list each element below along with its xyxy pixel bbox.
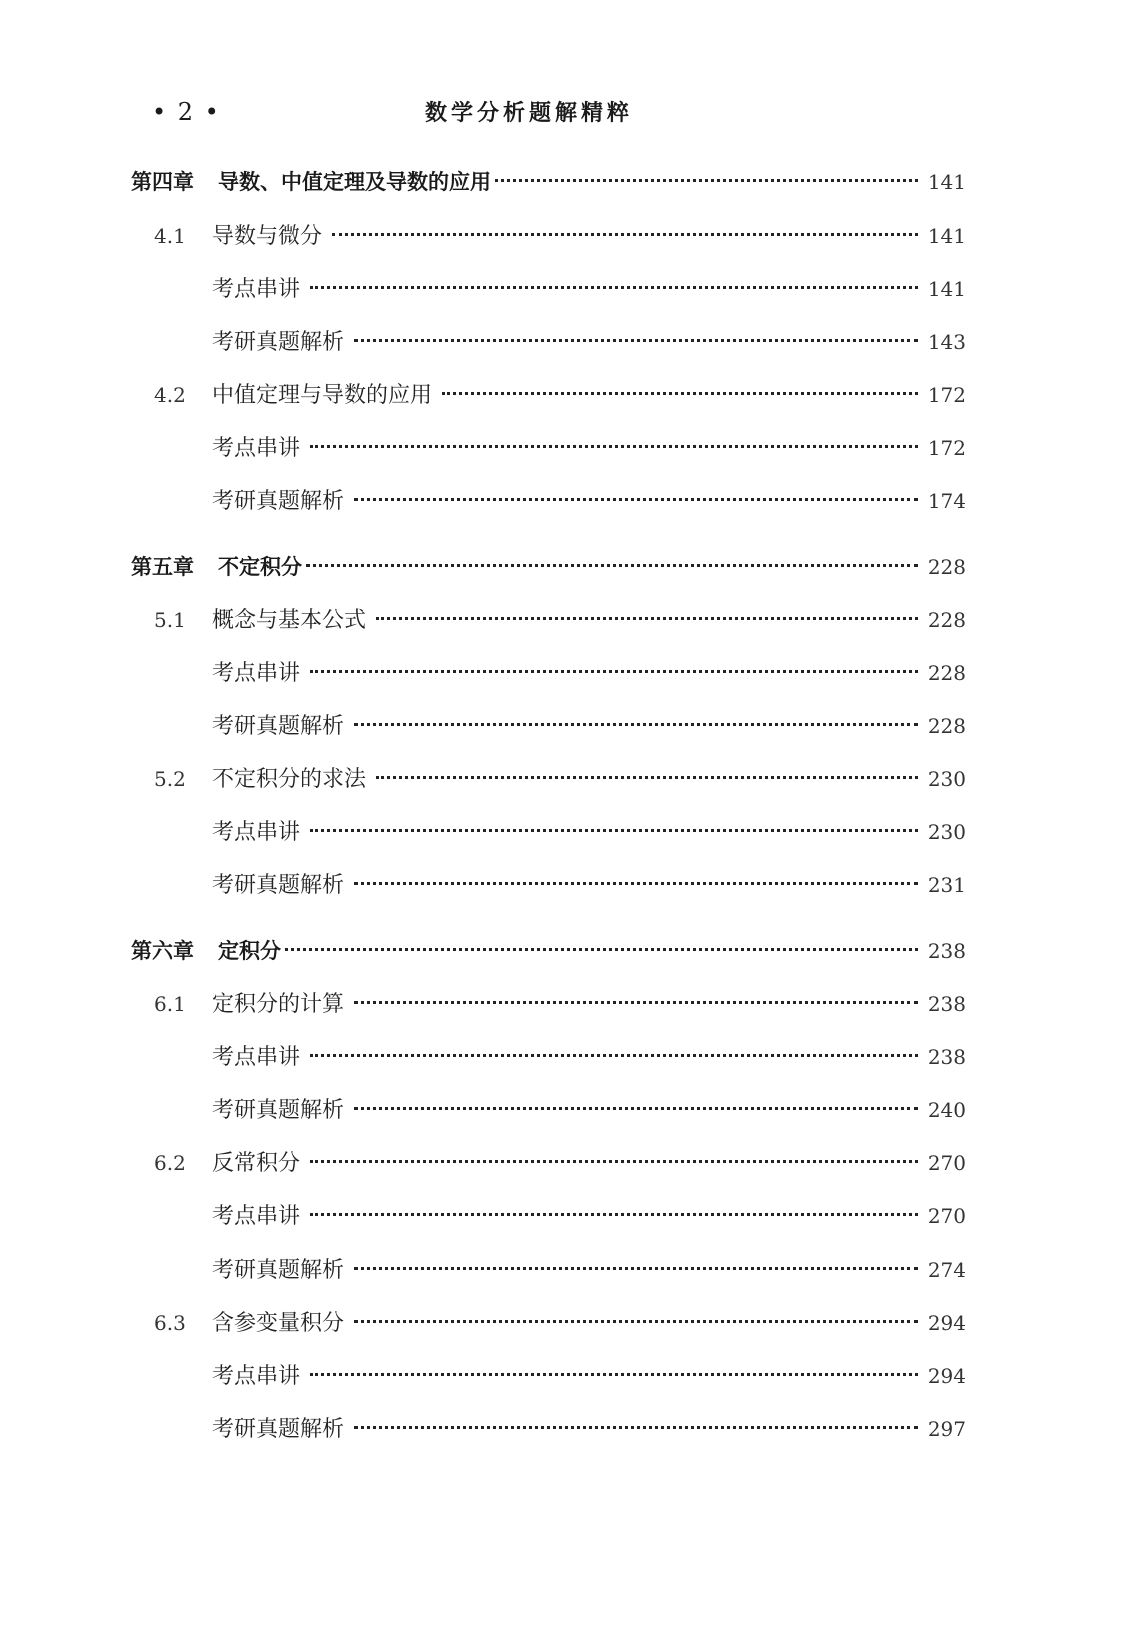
subsection-title: 考研真题解析: [212, 1417, 345, 1442]
dot-leader: [495, 179, 918, 182]
dot-leader: [354, 1267, 918, 1270]
dot-leader: [310, 829, 918, 832]
toc-subsection[interactable]: [212, 1200, 966, 1232]
dot-leader: [306, 564, 918, 567]
section-number: 4.2: [154, 383, 186, 407]
page-ref: 270: [927, 1151, 966, 1175]
section-title: 含参变量积分: [212, 1311, 345, 1336]
dot-leader: [310, 1160, 918, 1163]
dot-leader: [310, 1373, 918, 1376]
toc-section-4-2[interactable]: [154, 379, 966, 411]
toc-section-6-1[interactable]: [154, 988, 966, 1020]
dot-leader: [354, 1107, 918, 1110]
page-number: • 2 •: [152, 98, 221, 126]
page-ref: 228: [927, 608, 966, 632]
page-ref: 141: [927, 170, 966, 194]
page-ref: 297: [927, 1417, 966, 1441]
section-number: 5.2: [154, 767, 186, 791]
toc-section-6-2[interactable]: [154, 1147, 966, 1179]
toc-section-5-2[interactable]: [154, 763, 966, 795]
toc-subsection[interactable]: [212, 1041, 966, 1073]
dot-leader: [310, 445, 918, 448]
section-title: 导数与微分: [212, 224, 323, 249]
dot-leader: [442, 392, 918, 395]
dot-leader: [354, 882, 918, 885]
section-title: 定积分的计算: [212, 992, 345, 1017]
subsection-title: 考研真题解析: [212, 330, 345, 355]
toc-section-6-3[interactable]: [154, 1307, 966, 1339]
page-ref: 228: [927, 661, 966, 685]
page-header: [0, 96, 1141, 136]
dot-leader: [310, 1054, 918, 1057]
page-ref: 240: [927, 1098, 966, 1122]
section-number: 5.1: [154, 608, 186, 632]
page-ref: 228: [927, 714, 966, 738]
page-ref: 294: [927, 1364, 966, 1388]
subsection-title: 考点串讲: [212, 1204, 301, 1229]
page-ref: 174: [927, 489, 966, 513]
page-ref: 270: [927, 1204, 966, 1228]
dot-leader: [354, 498, 918, 501]
page-ref: 141: [927, 277, 966, 301]
toc-chapter-4[interactable]: [131, 166, 966, 198]
dot-leader: [354, 723, 918, 726]
page-ref: 238: [927, 992, 966, 1016]
page-ref: 238: [927, 1045, 966, 1069]
section-title: 不定积分的求法: [212, 767, 367, 792]
dot-leader: [376, 776, 918, 779]
toc-subsection[interactable]: [212, 432, 966, 464]
section-number: 6.1: [154, 992, 186, 1016]
page-ref: 143: [927, 330, 966, 354]
dot-leader: [354, 1426, 918, 1429]
section-number: 6.2: [154, 1151, 186, 1175]
subsection-title: 考研真题解析: [212, 1258, 345, 1283]
section-title: 反常积分: [212, 1151, 301, 1176]
chapter-title: 不定积分: [218, 555, 302, 579]
subsection-title: 考点串讲: [212, 277, 301, 302]
dot-leader: [310, 670, 918, 673]
page-ref: 230: [927, 767, 966, 791]
toc-chapter-5[interactable]: [131, 551, 966, 583]
page-ref: 231: [927, 873, 966, 897]
page-ref: 294: [927, 1311, 966, 1335]
toc-subsection[interactable]: [212, 326, 966, 358]
toc-section-5-1[interactable]: [154, 604, 966, 636]
toc-subsection[interactable]: [212, 1094, 966, 1126]
page-ref: 238: [927, 939, 966, 963]
toc-subsection[interactable]: [212, 1413, 966, 1445]
subsection-title: 考研真题解析: [212, 1098, 345, 1123]
toc-subsection[interactable]: [212, 710, 966, 742]
section-number: 6.3: [154, 1311, 186, 1335]
chapter-title: 导数、中值定理及导数的应用: [218, 170, 491, 194]
dot-leader: [310, 286, 918, 289]
subsection-title: 考点串讲: [212, 661, 301, 686]
dot-leader: [354, 1320, 918, 1323]
section-title: 中值定理与导数的应用: [212, 383, 433, 408]
chapter-number: 第五章: [131, 555, 194, 579]
dot-leader: [285, 948, 918, 951]
subsection-title: 考研真题解析: [212, 489, 345, 514]
subsection-title: 考点串讲: [212, 1045, 301, 1070]
toc-subsection[interactable]: [212, 485, 966, 517]
toc-chapter-6[interactable]: [131, 935, 966, 967]
dot-leader: [332, 233, 918, 236]
page-ref: 230: [927, 820, 966, 844]
dot-leader: [310, 1213, 918, 1216]
section-title: 概念与基本公式: [212, 608, 367, 633]
dot-leader: [376, 617, 918, 620]
section-number: 4.1: [154, 224, 186, 248]
page-ref: 141: [927, 224, 966, 248]
toc-subsection[interactable]: [212, 273, 966, 305]
toc-subsection[interactable]: [212, 1360, 966, 1392]
chapter-title: 定积分: [218, 939, 281, 963]
book-title: 数学分析题解精粹: [425, 101, 634, 126]
toc-subsection[interactable]: [212, 1254, 966, 1286]
dot-leader: [354, 339, 918, 342]
subsection-title: 考研真题解析: [212, 873, 345, 898]
chapter-number: 第六章: [131, 939, 194, 963]
dot-leader: [354, 1001, 918, 1004]
page-ref: 228: [927, 555, 966, 579]
toc-subsection[interactable]: [212, 869, 966, 901]
page-ref: 172: [927, 383, 966, 407]
chapter-number: 第四章: [131, 170, 194, 194]
page-ref: 274: [927, 1258, 966, 1282]
toc-section-4-1[interactable]: [154, 220, 966, 252]
toc-subsection[interactable]: [212, 816, 966, 848]
subsection-title: 考研真题解析: [212, 714, 345, 739]
subsection-title: 考点串讲: [212, 1364, 301, 1389]
subsection-title: 考点串讲: [212, 820, 301, 845]
page-ref: 172: [927, 436, 966, 460]
subsection-title: 考点串讲: [212, 436, 301, 461]
toc-subsection[interactable]: [212, 657, 966, 689]
